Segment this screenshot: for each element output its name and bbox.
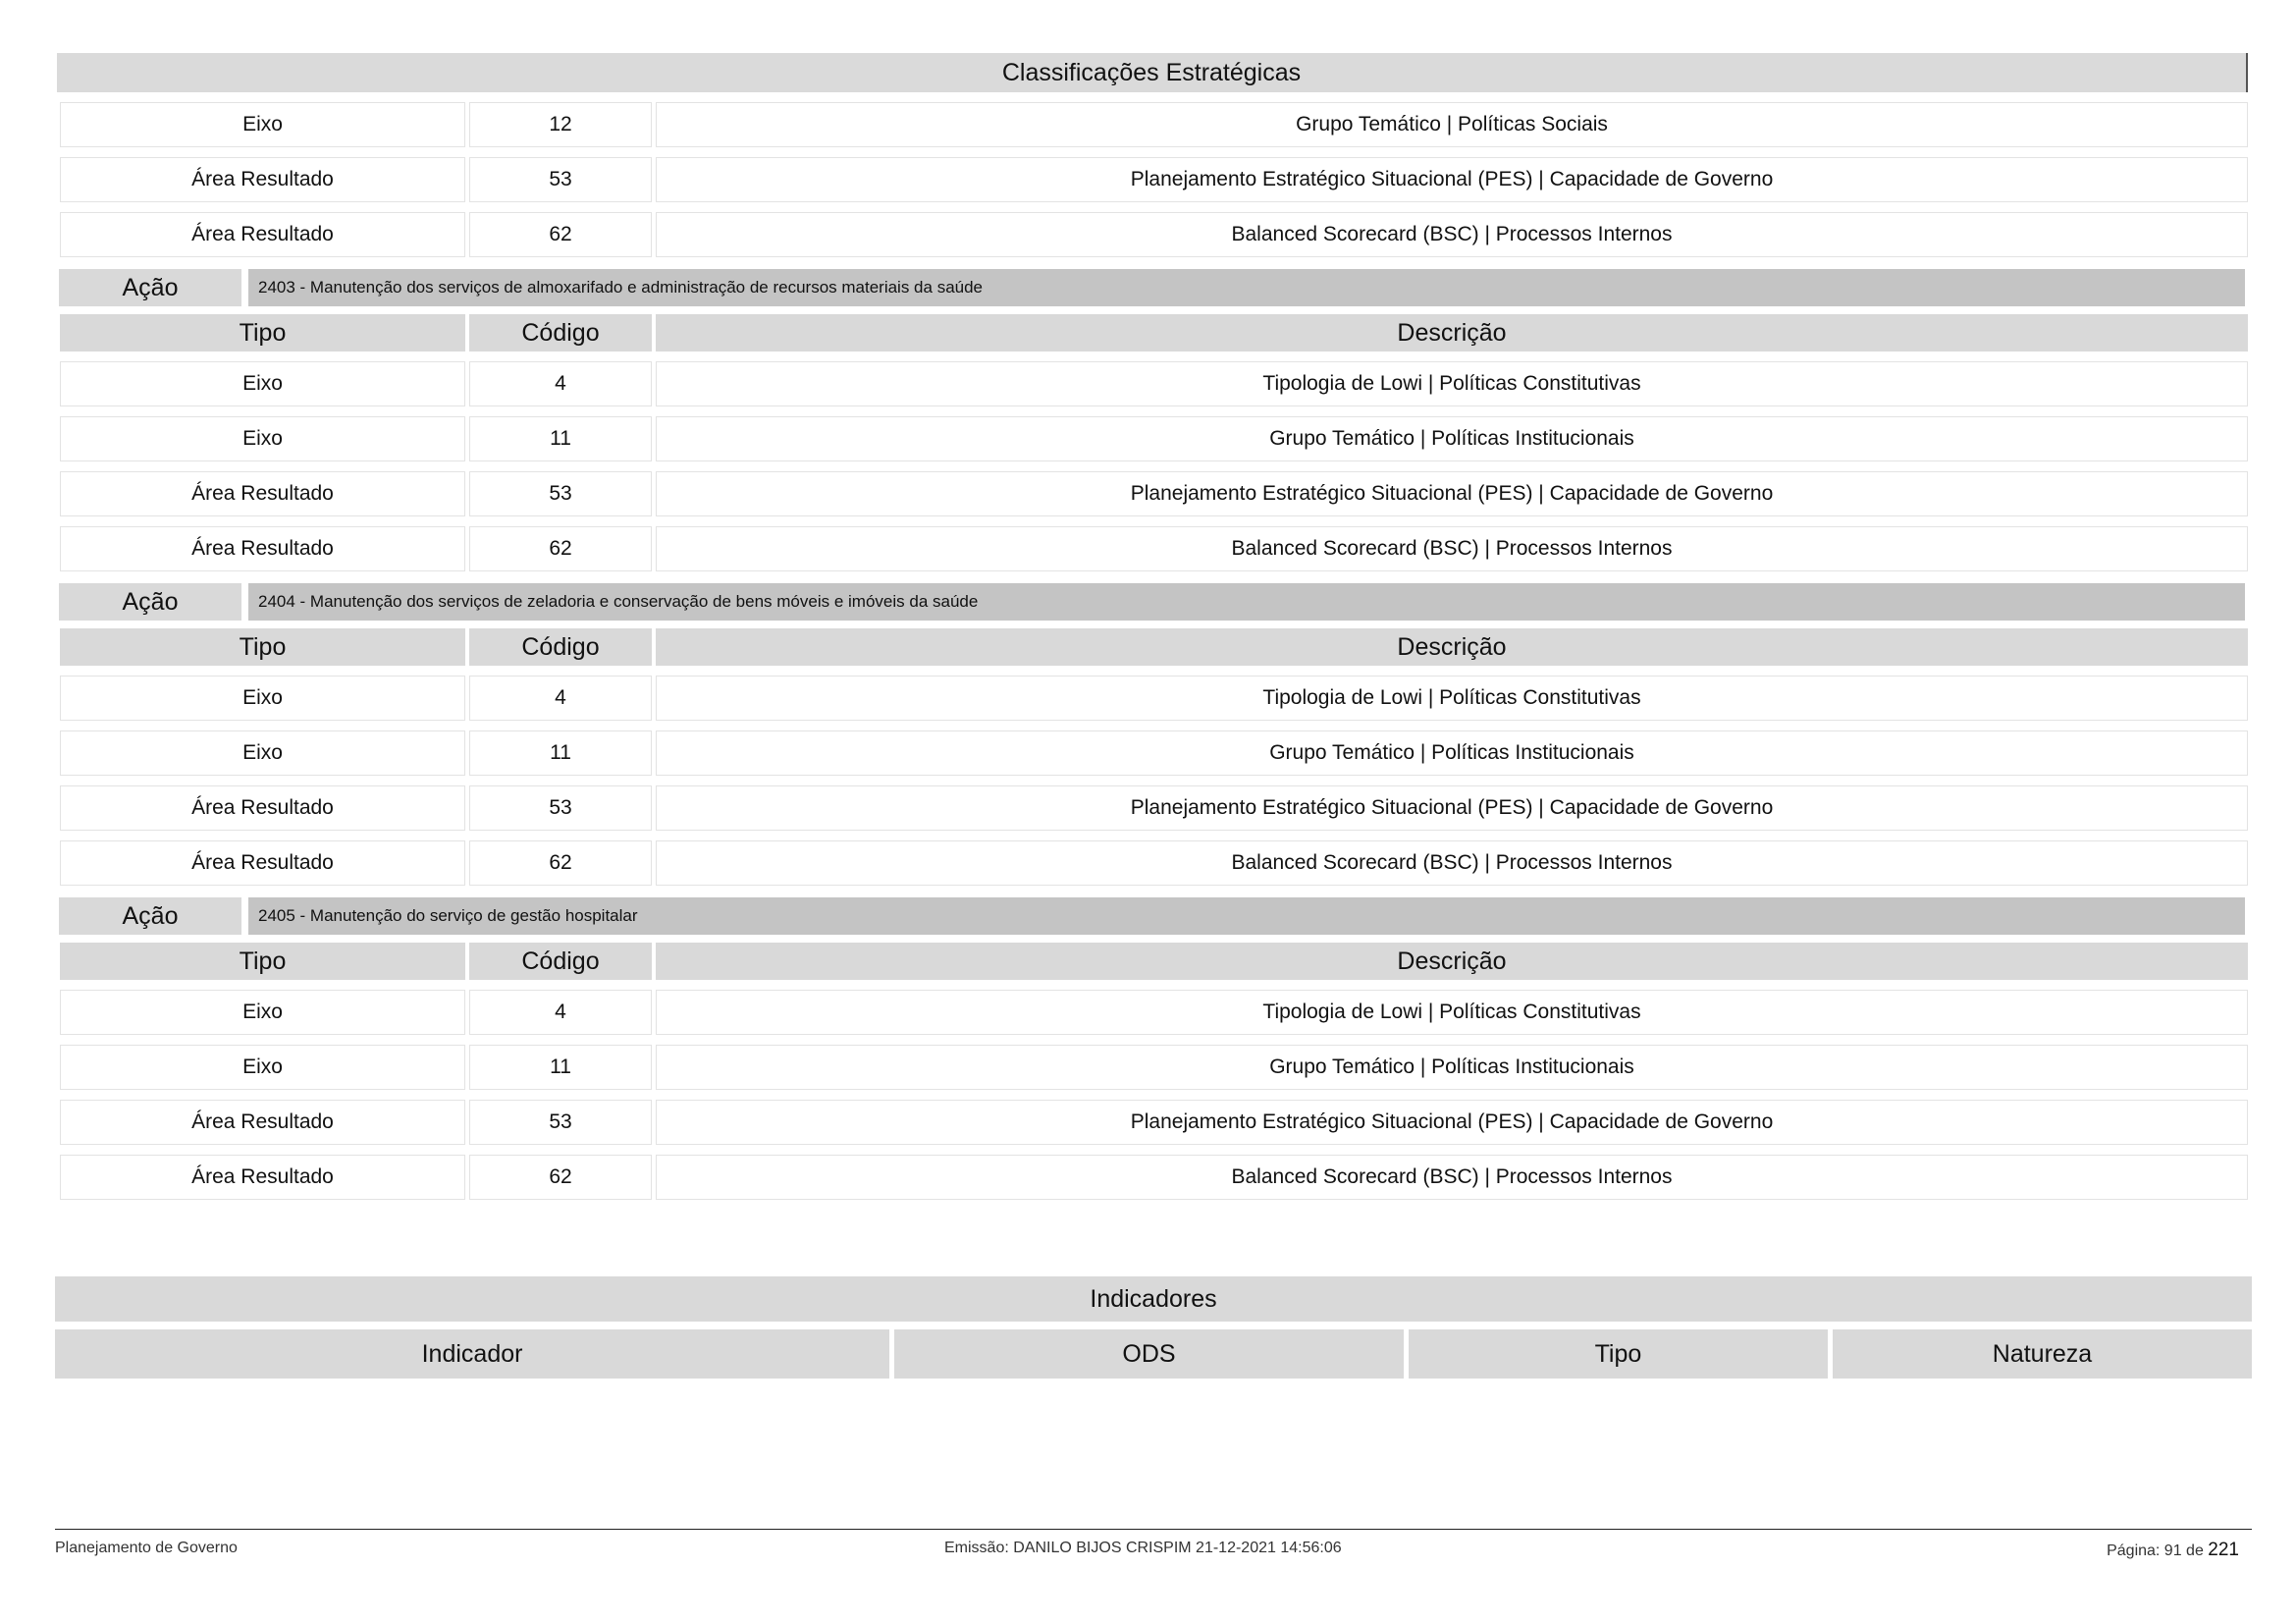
cell-descricao: Grupo Temático | Políticas Institucionais xyxy=(656,730,2248,776)
indicadores-title: Indicadores xyxy=(55,1276,2252,1322)
cell-descricao: Planejamento Estratégico Situacional (PES) | Capacidade de Governo xyxy=(656,471,2248,516)
table-row xyxy=(55,785,2248,831)
table-row xyxy=(55,840,2248,886)
cell-codigo: 53 xyxy=(469,785,652,831)
header-tipo: Tipo xyxy=(1409,1329,1828,1379)
page-total: 221 xyxy=(2208,1540,2239,1560)
footer-emissao: Emissão: DANILO BIJOS CRISPIM 21-12-2021 14:56:06 xyxy=(944,1540,1342,1556)
acao-text: 2403 - Manutenção dos serviços de almoxarifado e administração de recursos materiais da saúde xyxy=(248,269,2245,306)
page-indicator: Página: 91 de xyxy=(2107,1542,2204,1559)
cell-tipo: Área Resultado xyxy=(60,471,465,516)
acao-bar xyxy=(55,897,2248,935)
table-row xyxy=(55,471,2248,516)
cell-codigo: 53 xyxy=(469,471,652,516)
table-header xyxy=(55,628,2248,666)
cell-descricao: Grupo Temático | Políticas Institucionais xyxy=(656,416,2248,461)
cell-descricao: Balanced Scorecard (BSC) | Processos Internos xyxy=(656,212,2248,257)
cell-codigo: 4 xyxy=(469,676,652,721)
table-row xyxy=(55,212,2248,257)
cell-codigo: 62 xyxy=(469,526,652,571)
cell-descricao: Tipologia de Lowi | Políticas Constitutivas xyxy=(656,990,2248,1035)
acao-text: 2404 - Manutenção dos serviços de zeladoria e conservação de bens móveis e imóveis da saúde xyxy=(248,583,2245,621)
table-header xyxy=(55,943,2248,980)
acao-bar xyxy=(55,269,2248,306)
cell-codigo: 4 xyxy=(469,361,652,406)
cell-descricao: Planejamento Estratégico Situacional (PES) | Capacidade de Governo xyxy=(656,785,2248,831)
cell-tipo: Eixo xyxy=(60,676,465,721)
header-indicador: Indicador xyxy=(55,1329,889,1379)
table-row xyxy=(55,157,2248,202)
cell-codigo: 12 xyxy=(469,102,652,147)
cell-codigo: 11 xyxy=(469,730,652,776)
cell-tipo: Área Resultado xyxy=(60,157,465,202)
table-header xyxy=(55,314,2248,352)
cell-tipo: Eixo xyxy=(60,361,465,406)
section-title: Classificações Estratégicas xyxy=(57,53,2248,92)
cell-descricao: Balanced Scorecard (BSC) | Processos Internos xyxy=(656,840,2248,886)
cell-descricao: Planejamento Estratégico Situacional (PES) | Capacidade de Governo xyxy=(656,1100,2248,1145)
cell-tipo: Área Resultado xyxy=(60,1155,465,1200)
cell-tipo: Área Resultado xyxy=(60,840,465,886)
table-row xyxy=(55,676,2248,721)
cell-tipo: Área Resultado xyxy=(60,526,465,571)
header-natureza: Natureza xyxy=(1833,1329,2252,1379)
cell-tipo: Área Resultado xyxy=(60,785,465,831)
cell-codigo: 11 xyxy=(469,1045,652,1090)
cell-tipo: Área Resultado xyxy=(60,212,465,257)
cell-tipo: Eixo xyxy=(60,990,465,1035)
acao-text: 2405 - Manutenção do serviço de gestão hospitalar xyxy=(248,897,2245,935)
cell-tipo: Eixo xyxy=(60,730,465,776)
cell-tipo: Área Resultado xyxy=(60,1100,465,1145)
header-descricao: Descrição xyxy=(656,628,2248,666)
cell-descricao: Tipologia de Lowi | Políticas Constitutivas xyxy=(656,361,2248,406)
cell-codigo: 11 xyxy=(469,416,652,461)
table-row xyxy=(55,1155,2248,1200)
cell-codigo: 62 xyxy=(469,1155,652,1200)
header-tipo: Tipo xyxy=(60,628,465,666)
header-codigo: Código xyxy=(469,943,652,980)
cell-descricao: Tipologia de Lowi | Políticas Constitutivas xyxy=(656,676,2248,721)
table-row xyxy=(55,416,2248,461)
acao-label: Ação xyxy=(59,583,241,621)
table-row xyxy=(55,990,2248,1035)
cell-tipo: Eixo xyxy=(60,416,465,461)
cell-codigo: 53 xyxy=(469,157,652,202)
indicadores-section xyxy=(55,1276,2252,1379)
acao-label: Ação xyxy=(59,897,241,935)
acao-bar xyxy=(55,583,2248,621)
footer-left: Planejamento de Governo xyxy=(55,1540,238,1556)
cell-codigo: 62 xyxy=(469,840,652,886)
cell-descricao: Balanced Scorecard (BSC) | Processos Internos xyxy=(656,1155,2248,1200)
table-row xyxy=(55,526,2248,571)
classificacoes-page xyxy=(55,53,2248,1200)
footer-pagination xyxy=(2107,1540,2239,1561)
cell-descricao: Planejamento Estratégico Situacional (PES) | Capacidade de Governo xyxy=(656,157,2248,202)
table-row xyxy=(55,730,2248,776)
header-descricao: Descrição xyxy=(656,943,2248,980)
header-descricao: Descrição xyxy=(656,314,2248,352)
table-row xyxy=(55,1100,2248,1145)
footer-divider xyxy=(55,1529,2252,1530)
cell-descricao: Balanced Scorecard (BSC) | Processos Internos xyxy=(656,526,2248,571)
cell-descricao: Grupo Temático | Políticas Sociais xyxy=(656,102,2248,147)
table-row xyxy=(55,361,2248,406)
cell-tipo: Eixo xyxy=(60,102,465,147)
cell-tipo: Eixo xyxy=(60,1045,465,1090)
cell-descricao: Grupo Temático | Políticas Institucionais xyxy=(656,1045,2248,1090)
cell-codigo: 4 xyxy=(469,990,652,1035)
header-tipo: Tipo xyxy=(60,943,465,980)
table-row xyxy=(55,1045,2248,1090)
cell-codigo: 53 xyxy=(469,1100,652,1145)
header-codigo: Código xyxy=(469,314,652,352)
acao-label: Ação xyxy=(59,269,241,306)
cell-codigo: 62 xyxy=(469,212,652,257)
header-ods: ODS xyxy=(894,1329,1404,1379)
header-tipo: Tipo xyxy=(60,314,465,352)
table-row xyxy=(55,102,2248,147)
header-codigo: Código xyxy=(469,628,652,666)
indicadores-header xyxy=(55,1329,2252,1379)
